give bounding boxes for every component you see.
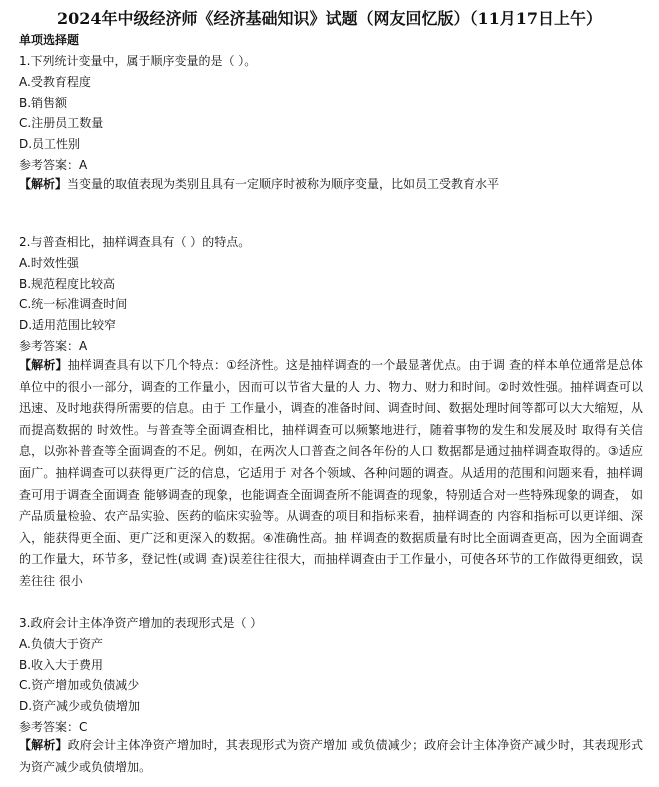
question-1-analysis (19, 174, 643, 194)
question-1-option-b: B.销售额 (19, 96, 68, 110)
question-1-option-d: D.员工性别 (19, 137, 81, 151)
question-2-option-c: C.统一标准调查时间 (19, 297, 128, 311)
question-1-option-c: C.注册员工数量 (19, 116, 104, 130)
question-3-option-c: C.资产增加或负债减少 (19, 678, 140, 692)
question-1-option-a: A.受教育程度 (19, 75, 91, 89)
analysis-text: 当变量的取值表现为类别且具有一定顺序时被称为顺序变量，比如员工受教育水平 (67, 177, 500, 191)
question-1-answer: 参考答案：A (19, 158, 88, 172)
question-3-answer: 参考答案：C (19, 720, 88, 734)
analysis-label: 【解析】 (19, 738, 68, 752)
question-1-stem: 1.下列统计变量中，属于顺序变量的是（ ）。 (19, 54, 257, 68)
question-2-option-a: A.时效性强 (19, 256, 79, 270)
analysis-label: 【解析】 (19, 358, 68, 372)
question-2-stem: 2.与普查相比，抽样调查具有（ ）的特点。 (19, 235, 251, 249)
question-3-option-d: D.资产减少或负债增加 (19, 699, 141, 713)
question-3-option-b: B.收入大于费用 (19, 658, 104, 672)
question-3-analysis (19, 734, 643, 778)
question-3-option-a: A.负债大于资产 (19, 637, 103, 651)
question-2-option-d: D.适用范围比较窄 (19, 318, 117, 332)
question-2-analysis (19, 355, 643, 593)
analysis-label: 【解析】 (19, 177, 68, 191)
question-2-option-b: B.规范程度比较高 (19, 277, 116, 291)
section-heading: 单项选择题 (19, 33, 80, 47)
question-3-stem: 3.政府会计主体净资产增加的表现形式是（ ） (19, 616, 263, 630)
question-2-answer: 参考答案：A (19, 339, 88, 353)
analysis-text: 抽样调查具有以下几个特点：①经济性。这是抽样调查的一个最显著优点。由于调 查的样本单位通常是总体单位中的很小一部分，调查的工作量小，因而可以节省大量的人 力、物力、财力和时间。②时效性强。抽样调查可以迅速、及时地获得所需要的信息。由于 工作量小，调查的准备时间、调查时间、数据处理时间等都可以大大缩短，从而提高数据的 时效性。与普查等全面调查相比，抽样调查可以频繁地进行，随着事物的发生和发展及时 取得有关信息，以弥补普查等全面调查的不足。例如，在两次人口普查之间各年份的人口 数据都是通过抽样调查取得的。③适应面广。抽样调查可以获得更广泛的信息，它适用于 对各个领域、各种问题的调查。从适用的范围和问题来看，抽样调查可用于调查全面调查 能够调查的现象，也能调查全面调查所不能调查的现象，特别适合对一些特殊现象的调查， 如产品质量检验、农产品实验、医药的临床实验等。从调查的项目和指标来看，抽样调查的 内容和指标可以更详细、深入，能获得更全面、更广泛和更深入的数据。④准确性高。抽 样调查的数据质量有时比全面调查更高，因为全面调查的工作量大，环节多，登记性(或调 查)误差往往很大，而抽样调查由于工作量小，可使各环节的工作做得更细致，误差往往 很小 (19, 358, 643, 588)
document-title: 2024年中级经济师《经济基础知识》试题（网友回忆版）（11月17日上午） (56, 9, 603, 28)
analysis-text: 政府会计主体净资产增加时，其表现形式为资产增加 或负债减少；政府会计主体净资产减少时，其表现形式为资产减少或负债增加。 (19, 738, 643, 774)
